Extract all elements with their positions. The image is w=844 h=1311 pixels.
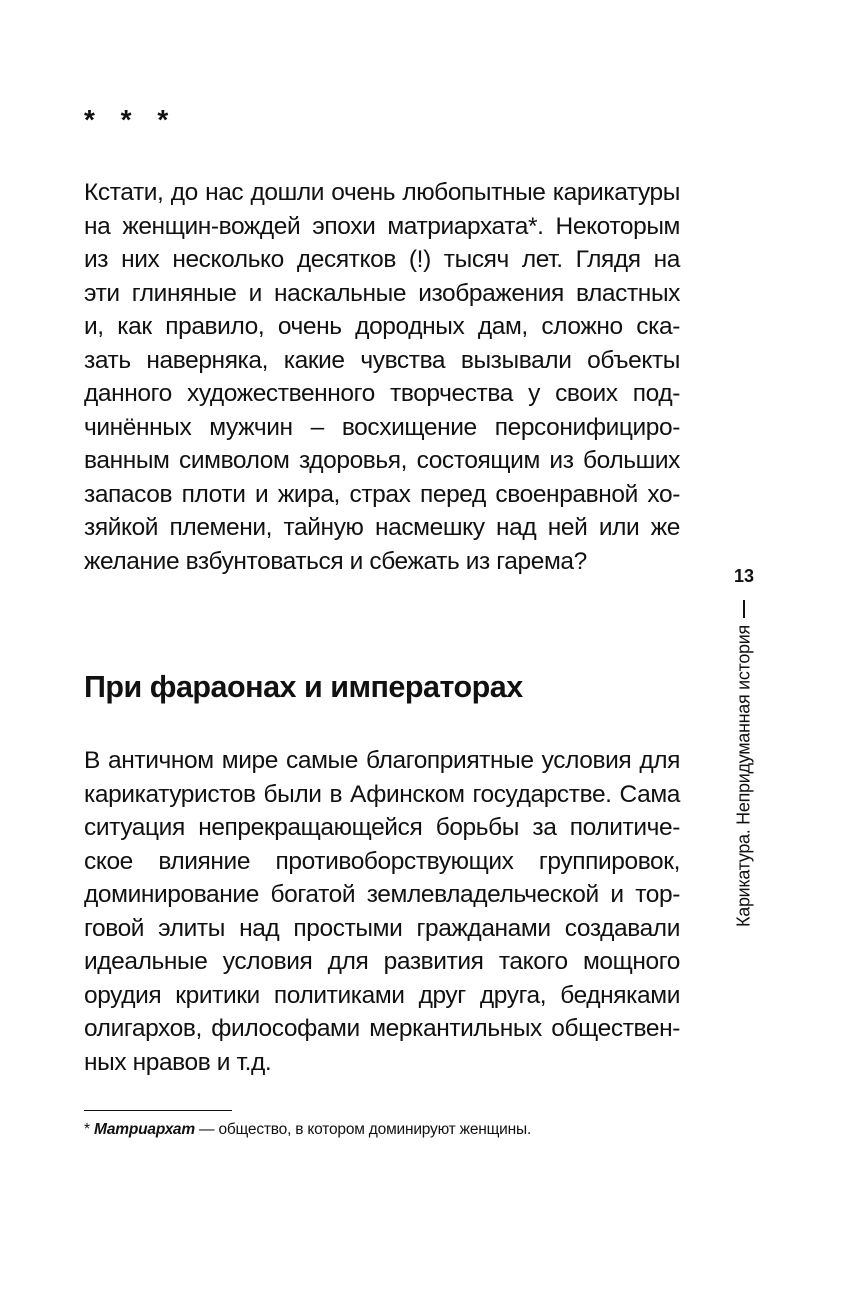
text-line: и, как правило, очень дородных дам, сложно ска-: [84, 313, 680, 340]
text-line: из них несколько десятков (!) тысяч лет. Глядя на: [84, 246, 680, 273]
paragraph-matriarchy: [84, 176, 680, 578]
text-line: орудия критики политиками друг друга, бедняками: [84, 981, 680, 1009]
text-line: В античном мире самые благоприятные условия для: [84, 747, 680, 774]
text-line: зать наверняка, какие чувства вызывали объекты: [84, 346, 680, 374]
text-line: зяйкой племени, тайную насмешку над ней или же: [84, 514, 680, 541]
footnote-marker: *: [84, 1121, 90, 1138]
text-line: желание взбунтоваться и сбежать из гарема?: [84, 547, 587, 575]
page-number: 13: [733, 566, 755, 586]
footnote-term: Матриархат: [93, 1121, 195, 1138]
text-line: на женщин-вождей эпохи матриархата*. Некоторым: [84, 212, 680, 240]
text-line: Кстати, до нас дошли очень любопытные карикатуры: [84, 179, 680, 206]
paragraph-antiquity: [84, 744, 680, 1079]
section-separator: * * *: [84, 104, 178, 135]
text-line: доминирование богатой землевладельческой и тор-: [84, 881, 680, 908]
text-line: ситуация непрекращающейся борьбы за политиче-: [84, 814, 680, 841]
footnote-divider: [84, 1110, 232, 1111]
text-line: ванным символом здоровья, состоящим из больших: [84, 447, 680, 474]
text-line: чинённых мужчин – восхищение персонифициро-: [84, 413, 680, 441]
text-line: данного художественного творчества у своих под-: [84, 380, 680, 407]
footnote-definition: — общество, в котором доминируют женщины.: [199, 1121, 532, 1138]
text-line: эти глиняные и наскальные изображения властных: [84, 279, 680, 307]
text-line: олигархов, философами меркантильных обществен-: [84, 1015, 680, 1042]
running-head: Карикатура. Непридуманная история: [733, 625, 754, 927]
text-line: карикатуристов были в Афинском государстве. Сама: [84, 780, 680, 808]
text-line: идеальные условия для развития такого мощного: [84, 948, 680, 975]
text-line: ское влияние противоборствующих группировок,: [84, 847, 680, 875]
text-line: говой элиты над простыми гражданами создавали: [84, 914, 680, 942]
text-line: запасов плоти и жира, страх перед своенравной хо-: [84, 480, 680, 508]
text-line: ных нравов и т.д.: [84, 1048, 272, 1076]
section-heading: При фараонах и императорах: [84, 670, 523, 704]
footnote: [84, 1121, 531, 1139]
running-head-divider: [743, 600, 745, 618]
